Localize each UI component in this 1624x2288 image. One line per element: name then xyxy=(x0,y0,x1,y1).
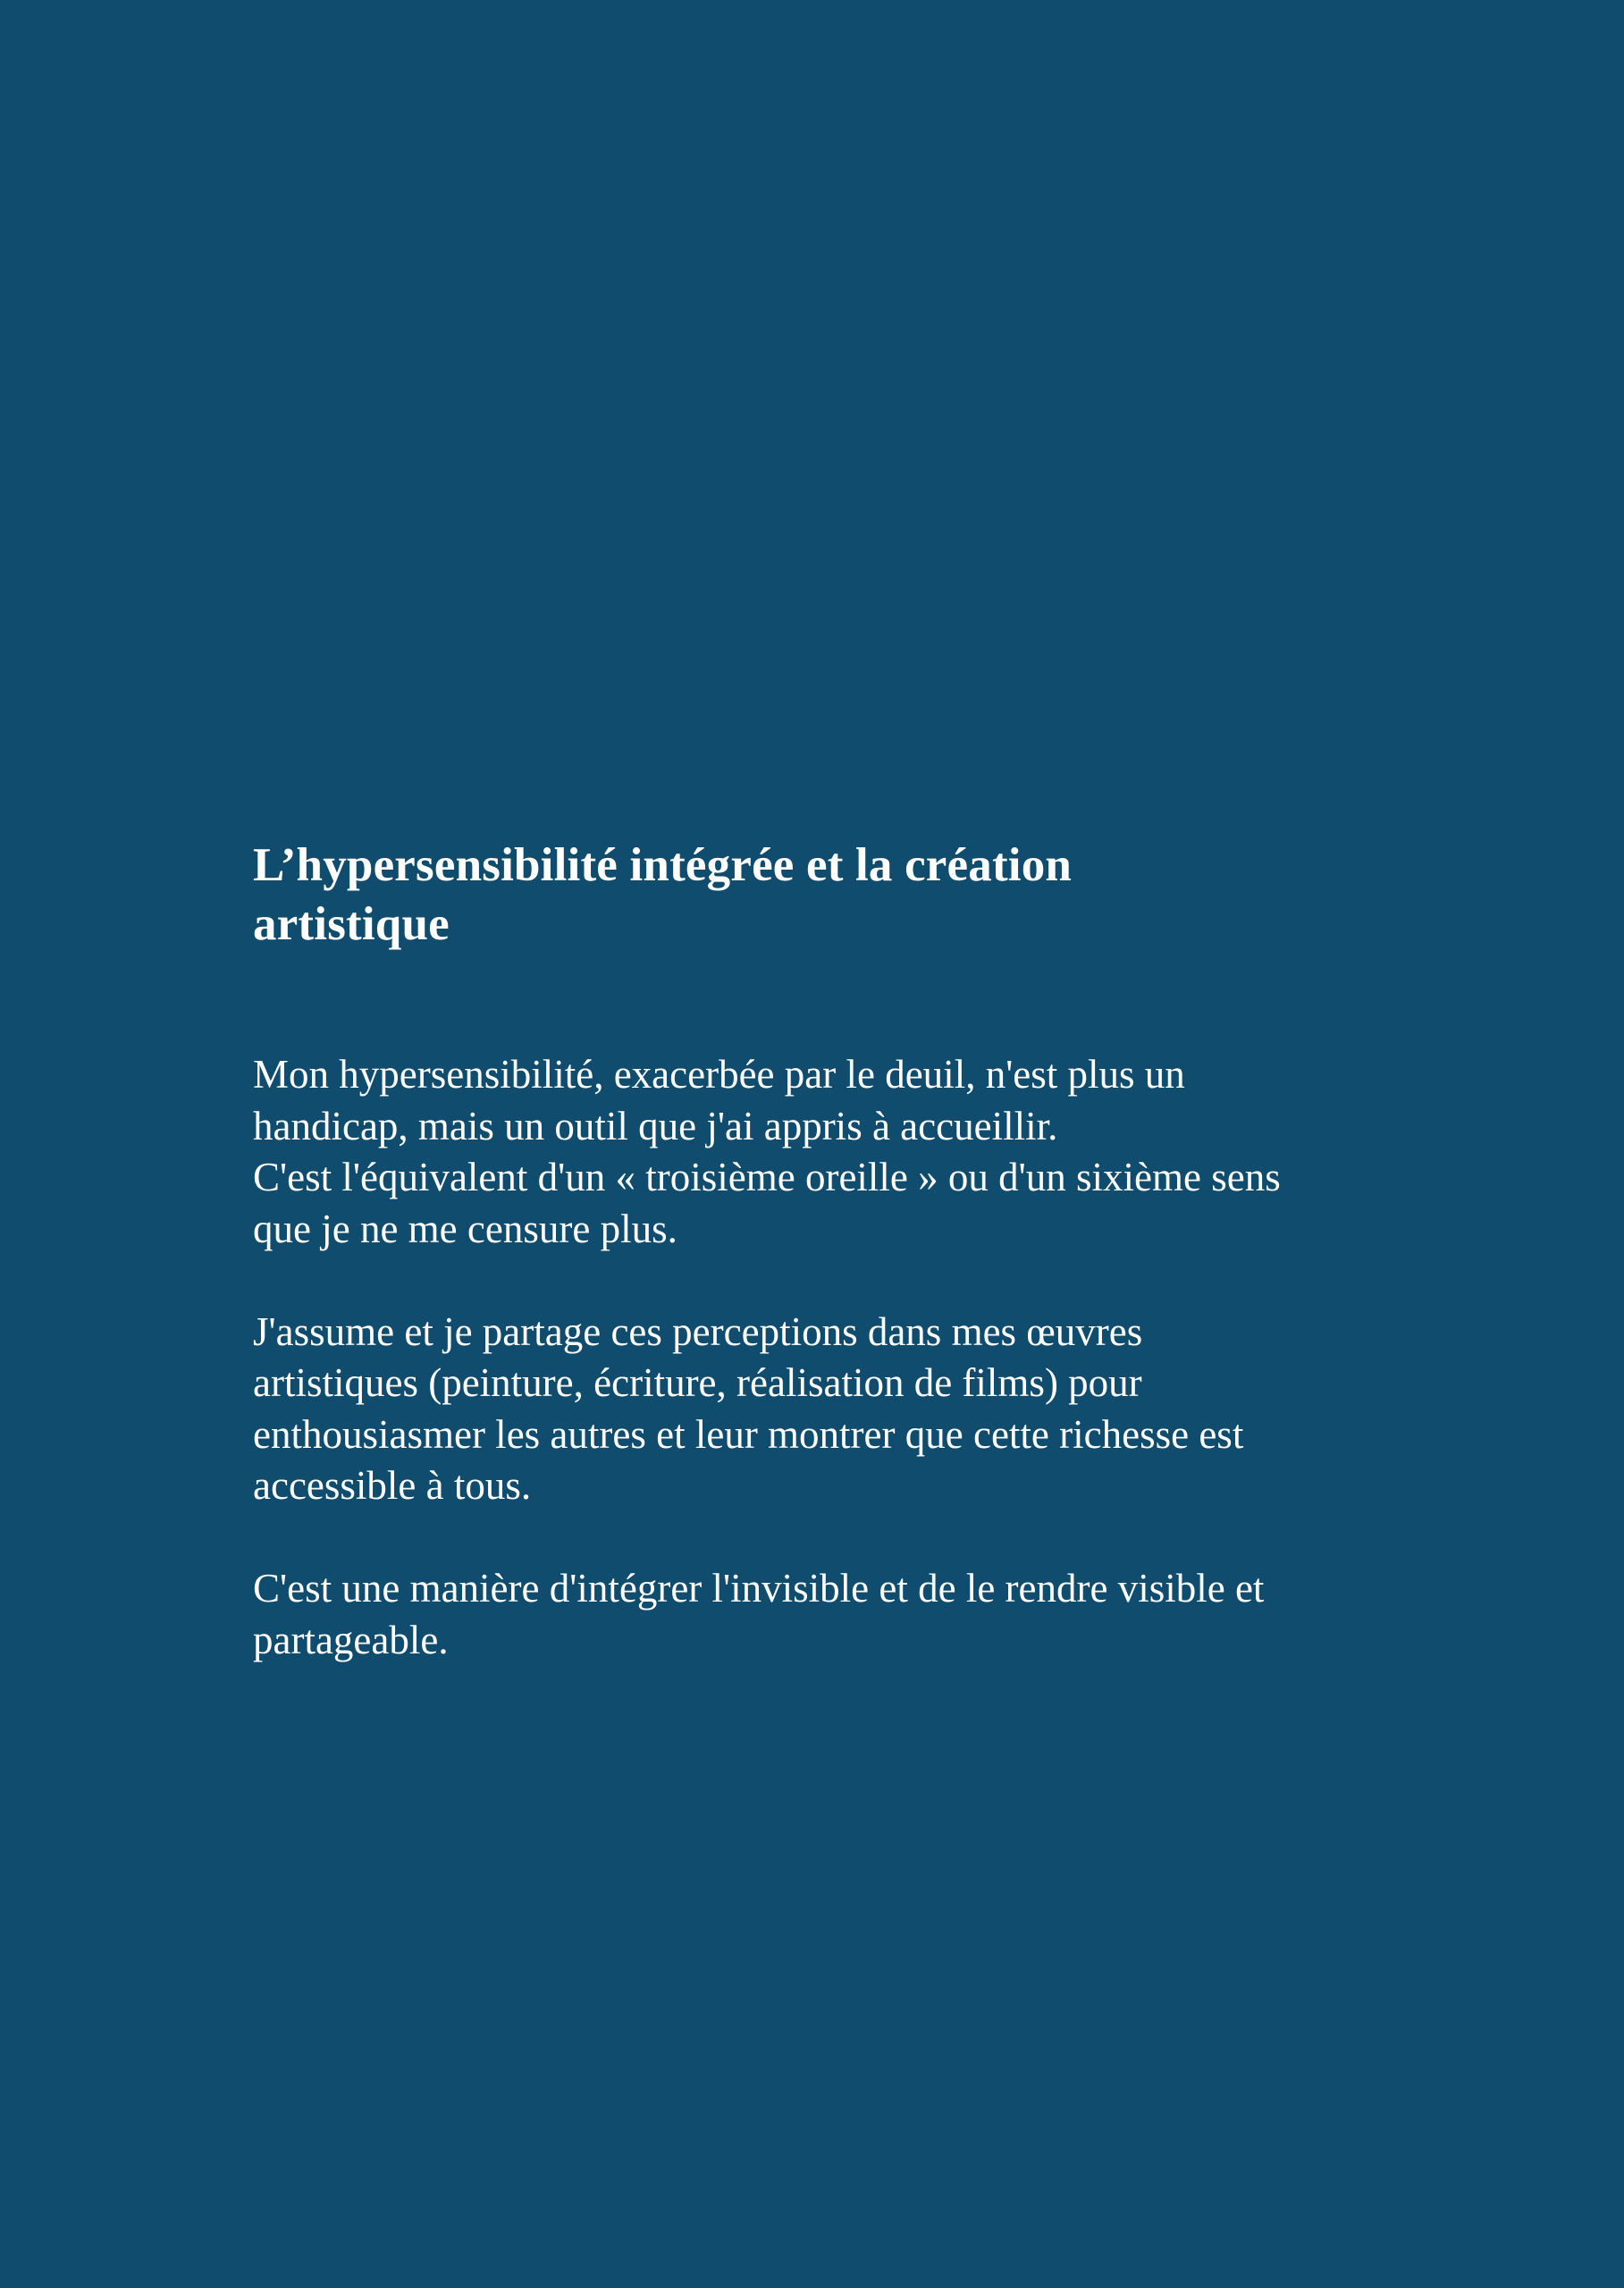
section-body xyxy=(253,1049,1379,1666)
section-title: L’hypersensibilité intégrée et la création artistique xyxy=(253,839,1073,950)
paragraph-2: J'assume et je partage ces perceptions dans mes œuvres artistiques (peinture, écriture, réalisation de films) pour enthousiasmer les autres et leur montrer que cette richesse est accessible à tous. xyxy=(253,1308,1244,1508)
text-block xyxy=(253,836,1379,1666)
paragraph-3: C'est une manière d'intégrer l'invisible et de le rendre visible et partageable. xyxy=(253,1566,1265,1662)
paragraph-1: Mon hypersensibilité, exacerbée par le deuil, n'est plus un handicap, mais un outil que j'ai appris à accueillir. C'est l'équivalent d'un « troisième oreille » ou d'un sixième sens que je ne me censure plus. xyxy=(253,1052,1281,1251)
